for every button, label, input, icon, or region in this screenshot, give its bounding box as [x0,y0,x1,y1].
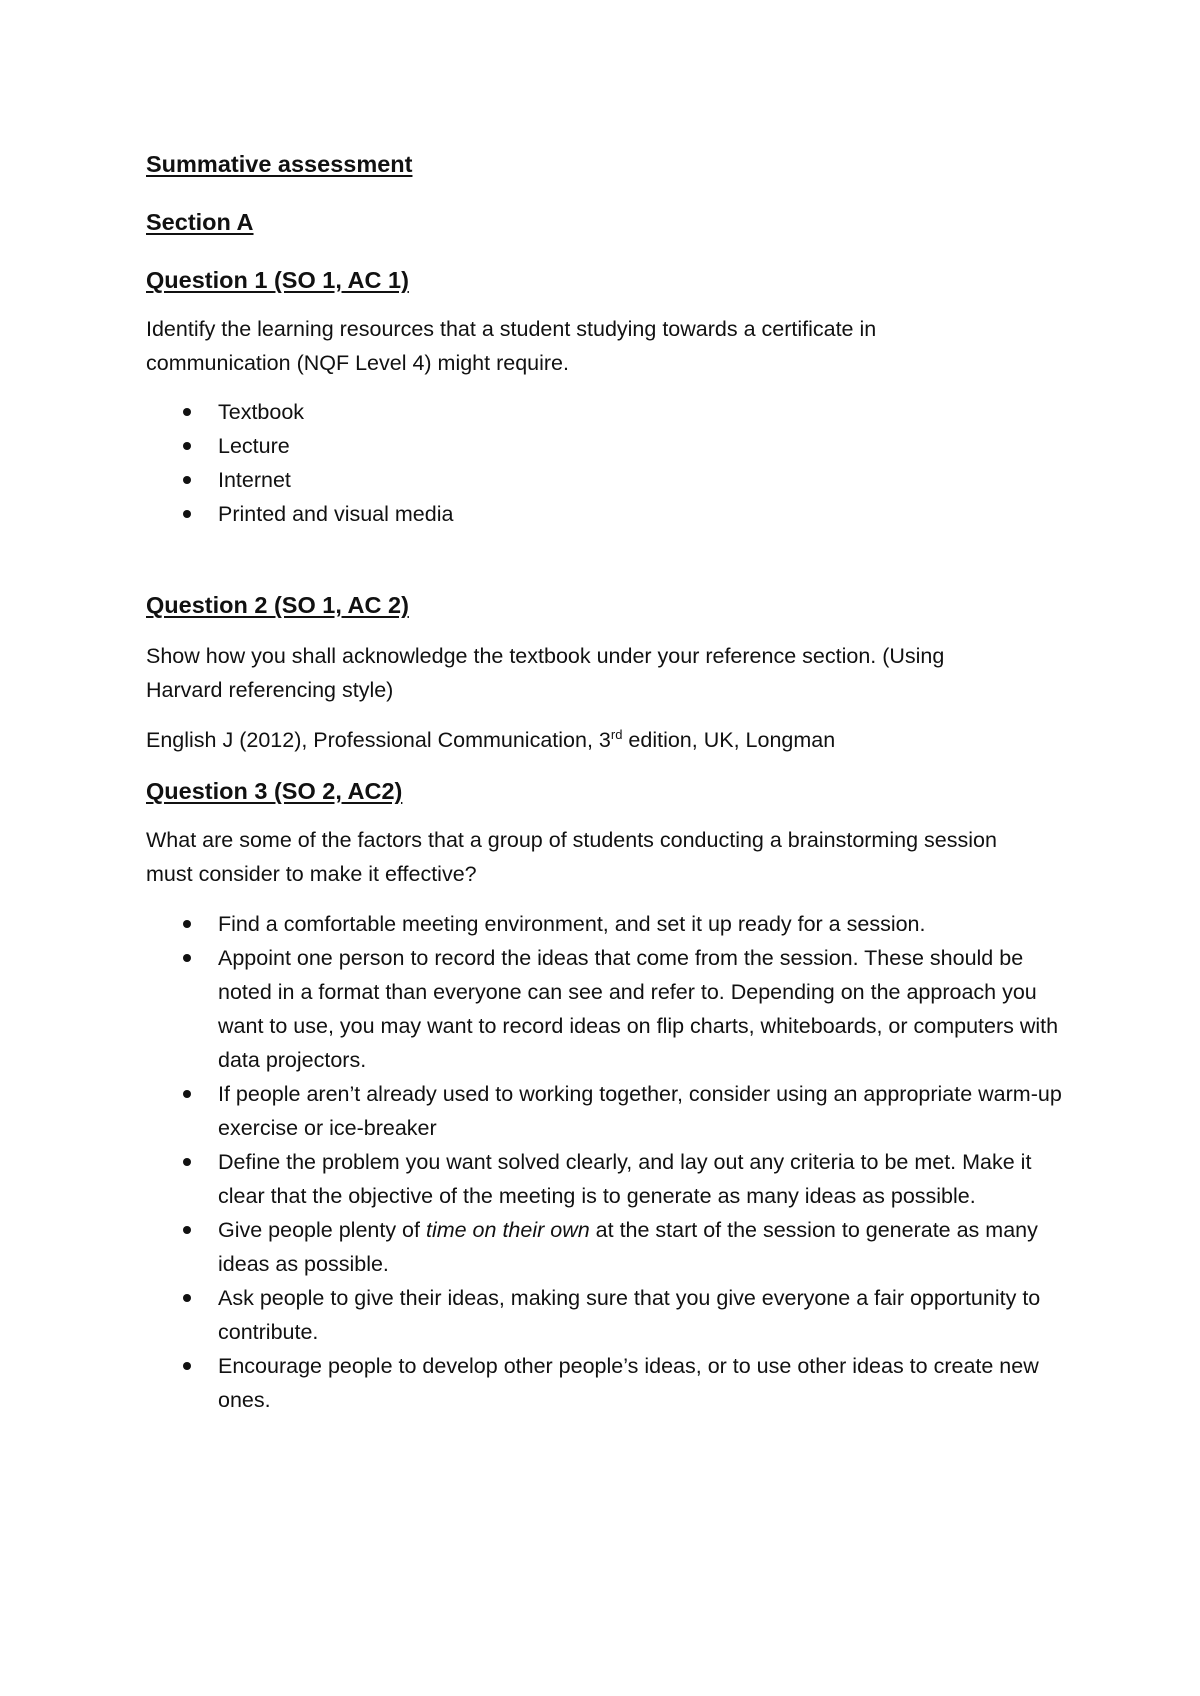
question-2-reference [146,723,1066,757]
question-3-answer-list [146,907,1066,1417]
list-item-text-start: Give people plenty of [218,1218,426,1242]
bullet-icon [183,476,191,484]
question-1-prompt-line1: Identify the learning resources that a student studying towards a certificate in [146,317,877,341]
list-item-text: Lecture [218,434,290,458]
reference-text-end: edition, UK, Longman [622,728,836,752]
list-item-text-emphasis: time on their own [425,1218,590,1242]
list-item [146,1281,1066,1349]
question-1-prompt-line2: communication (NQF Level 4) might require. [146,351,569,375]
question-3-heading: Question 3 (SO 2, AC2) [146,778,403,804]
list-item-text: Textbook [218,400,305,424]
list-item-text: Appoint one person to record the ideas that come from the session. These should be noted in a format than everyone can see and refer to. Depending on the approach you want to use, you may want to record ideas on flip charts, whiteboards, or computers with data projectors. [218,946,1059,1072]
question-3-prompt-line2: must consider to make it effective? [146,862,477,886]
list-item-text: Ask people to give their ideas, making sure that you give everyone a fair opportunity to contribute. [218,1286,1041,1344]
question-3-prompt [146,823,1066,891]
reference-text-start: English J (2012), Professional Communication, 3 [146,728,611,752]
question-1-answer-list [146,395,1066,531]
question-3-prompt-line1: What are some of the factors that a group of students conducting a brainstorming session [146,828,997,852]
question-2-prompt-line1: Show how you shall acknowledge the textbook under your reference section. (Using [146,644,945,668]
list-item-text: Define the problem you want solved clearly, and lay out any criteria to be met. Make it clear that the objective of the meeting is to generate as many ideas as possible. [218,1150,1032,1208]
document-page [146,148,1066,1417]
section-heading: Section A [146,209,254,235]
list-item-text: Encourage people to develop other people’s ideas, or to use other ideas to create new ones. [218,1354,1039,1412]
bullet-icon [183,1362,191,1370]
list-item [146,907,1066,941]
bullet-icon [183,1090,191,1098]
list-item [146,1349,1066,1417]
list-item [146,941,1066,1077]
bullet-icon [183,1294,191,1302]
list-item [146,429,1066,463]
bullet-icon [183,954,191,962]
list-item [146,395,1066,429]
list-item-text: Internet [218,468,291,492]
question-1-prompt [146,312,1066,380]
bullet-icon [183,920,191,928]
list-item [146,1213,1066,1281]
list-item-text: Find a comfortable meeting environment, and set it up ready for a session. [218,912,926,936]
bullet-icon [183,1158,191,1166]
document-title: Summative assessment [146,151,413,177]
question-2-prompt [146,639,1066,707]
reference-superscript: rd [610,726,623,742]
question-2-heading: Question 2 (SO 1, AC 2) [146,592,409,618]
list-item [146,1145,1066,1213]
bullet-icon [183,1226,191,1234]
list-item [146,497,1066,531]
question-2-prompt-line2: Harvard referencing style) [146,678,394,702]
list-item-text: Printed and visual media [218,502,454,526]
bullet-icon [183,510,191,518]
list-item [146,463,1066,497]
list-item-text: If people aren’t already used to working together, consider using an appropriate warm-up exercise or ice-breaker [218,1082,1062,1140]
bullet-icon [183,442,191,450]
bullet-icon [183,408,191,416]
question-1-heading: Question 1 (SO 1, AC 1) [146,267,409,293]
list-item-text-end: at the start of the session to generate as many ideas as possible. [218,1218,1038,1276]
list-item [146,1077,1066,1145]
